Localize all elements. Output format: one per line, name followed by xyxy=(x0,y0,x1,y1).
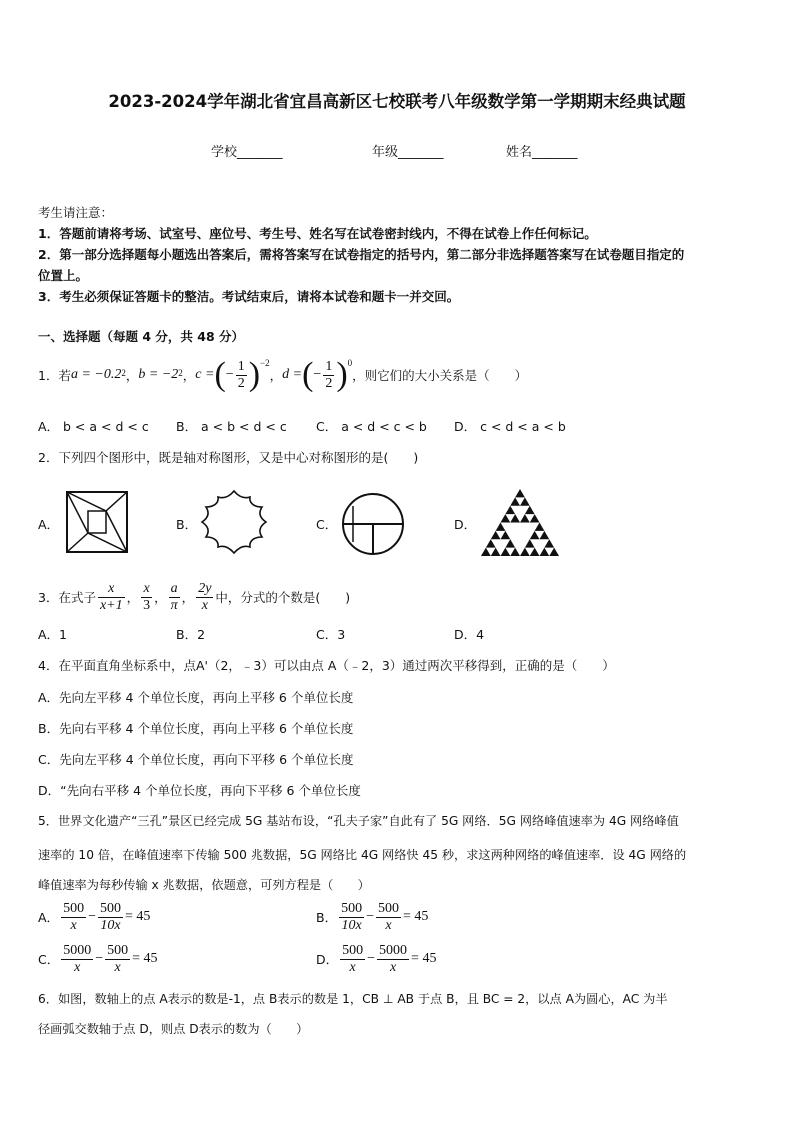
q1-option-b[interactable]: B． a < b < d < c xyxy=(176,419,287,434)
q2-option-c[interactable]: C． xyxy=(316,517,338,532)
q1-b-exp: 2 xyxy=(178,368,183,378)
q1-number: 1．若 xyxy=(38,368,71,383)
question-5-line-1: 5．世界文化遗产“三孔”景区已经完成 5G 基站布设，“孔夫子家”自此有了 5G 网络．5G 网络峰值速率为 4G 网络峰值 xyxy=(38,814,679,828)
question-2: 2．下列四个图形中，既是轴对称图形，又是中心对称图形的是( ) xyxy=(38,450,419,465)
question-5-line-3: 峰值速率为每秒传输 x 兆数据，依题意，可列方程是（ ） xyxy=(38,878,370,892)
q3-option-d[interactable]: D．4 xyxy=(454,627,485,642)
notice-item-1: 1．答题前请将考场、试室号、座位号、考生号、姓名写在试卷密封线内，不得在试卷上作任何标记。 xyxy=(38,226,597,241)
question-6-line-2: 径画弧交数轴于点 D，则点 D表示的数为（ ） xyxy=(38,1022,309,1036)
grade-field[interactable]: 年级_______ xyxy=(372,145,444,160)
q5-option-c[interactable]: C． $\frac{5000}{x}$ − $\frac{500}{x}$ = 45 xyxy=(38,942,158,975)
q2-option-d[interactable]: D． xyxy=(454,517,477,532)
q3-option-a[interactable]: A．1 xyxy=(38,627,68,642)
q3-post: 中，分式的个数是( ) xyxy=(215,590,351,605)
school-field[interactable]: 学校_______ xyxy=(211,145,283,160)
q1-c-exp: −2 xyxy=(260,358,270,368)
q1-b-expr: b = −2 xyxy=(138,367,179,382)
notice-item-2-cont: 位置上。 xyxy=(38,268,89,283)
q5-option-b[interactable]: B． $\frac{500}{10x}$ − $\frac{500}{x}$ = 45 xyxy=(316,900,429,933)
q3-option-c[interactable]: C．3 xyxy=(316,627,346,642)
question-1: 1．若 a = −0.2 2 ， b = −2 2 ， c = ( − $\frac{1}{2}$ ) −2 ， d = ( − $\frac{1}{2}$ ) 0 ，则它们的大小关系是（ ） xyxy=(38,356,528,393)
q1-d-frac: $\frac{1}{2}$ xyxy=(325,358,333,391)
q4-option-a[interactable]: A．先向左平移 4 个单位长度，再向上平移 6 个单位长度 xyxy=(38,690,354,705)
q1-d-exp: 0 xyxy=(347,358,353,368)
q1-option-c[interactable]: C． a < d < c < b xyxy=(316,419,427,434)
q1-option-a[interactable]: A． b < a < d < c xyxy=(38,419,149,434)
q1-option-d[interactable]: D． c < d < a < b xyxy=(454,419,566,434)
figure-c-circle-cross xyxy=(341,492,405,556)
q3-frac-2: $\frac{x}{3}$ xyxy=(143,580,151,613)
figure-b-snowflake xyxy=(196,487,272,557)
q1-tail: ，则它们的大小关系是（ ） xyxy=(352,368,528,383)
q5-option-d[interactable]: D． $\frac{500}{x}$ − $\frac{5000}{x}$ = 45 xyxy=(316,942,437,975)
question-3: 3．在式子 $\frac{x}{x+1}$ ， $\frac{x}{3}$ ， $\frac{a}{\pi}$ ， $\frac{2y}{x}$ 中，分式的个数是( ) xyxy=(38,580,351,613)
q2-option-b[interactable]: B． xyxy=(176,517,198,532)
q3-frac-1: $\frac{x}{x+1}$ xyxy=(99,580,123,613)
q1-a-expr: a = −0.2 xyxy=(70,367,122,382)
q3-pre: 3．在式子 xyxy=(38,590,96,605)
name-field[interactable]: 姓名_______ xyxy=(506,145,578,160)
question-5-line-2: 速率的 10 倍，在峰值速率下传输 500 兆数据，5G 网络比 4G 网络快 45 秒，求这两种网络的峰值速率．设 4G 网络的 xyxy=(38,848,687,862)
figure-a-pinwheel-square xyxy=(66,491,128,553)
notice-heading: 考生请注意： xyxy=(38,205,114,220)
q2-option-a[interactable]: A． xyxy=(38,517,60,532)
q4-option-b[interactable]: B．先向右平移 4 个单位长度，再向上平移 6 个单位长度 xyxy=(38,721,354,736)
q1-d-lhs: d = xyxy=(282,367,303,382)
figure-d-sierpinski-triangle xyxy=(480,488,560,558)
notice-item-2: 2．第一部分选择题每小题选出答案后，需将答案写在试卷指定的括号内，第二部分非选择题答案写在试卷题目指定的 xyxy=(38,247,685,262)
question-6-line-1: 6．如图，数轴上的点 A表示的数是-1，点 B表示的数是 1，CB ⊥ AB 于点 B，且 BC = 2，以点 A为圆心，AC 为半 xyxy=(38,992,668,1006)
notice-item-3: 3．考生必须保证答题卡的整洁。考试结束后，请将本试卷和题卡一并交回。 xyxy=(38,289,460,304)
question-4: 4．在平面直角坐标系中，点A'（2，﹣3）可以由点 A（﹣2，3）通过两次平移得到，正确的是（ ） xyxy=(38,658,615,673)
q3-frac-3: $\frac{a}{\pi}$ xyxy=(170,580,178,613)
page-title: 2023-2024学年湖北省宜昌高新区七校联考八年级数学第一学期期末经典试题 xyxy=(108,92,686,111)
q5-option-a[interactable]: A． $\frac{500}{x}$ − $\frac{500}{10x}$ = 45 xyxy=(38,900,151,933)
q4-option-d[interactable]: D．“先向右平移 4 个单位长度，再向下平移 6 个单位长度 xyxy=(38,783,361,798)
q4-option-c[interactable]: C．先向左平移 4 个单位长度，再向下平移 6 个单位长度 xyxy=(38,752,354,767)
q3-option-b[interactable]: B．2 xyxy=(176,627,206,642)
q1-c-lhs: c = xyxy=(195,367,215,382)
section-heading: 一、选择题（每题 4 分，共 48 分） xyxy=(38,329,245,344)
q1-a-exp: 2 xyxy=(121,368,126,378)
q1-c-frac: $\frac{1}{2}$ xyxy=(237,358,245,391)
q3-frac-4: $\frac{2y}{x}$ xyxy=(198,580,212,613)
